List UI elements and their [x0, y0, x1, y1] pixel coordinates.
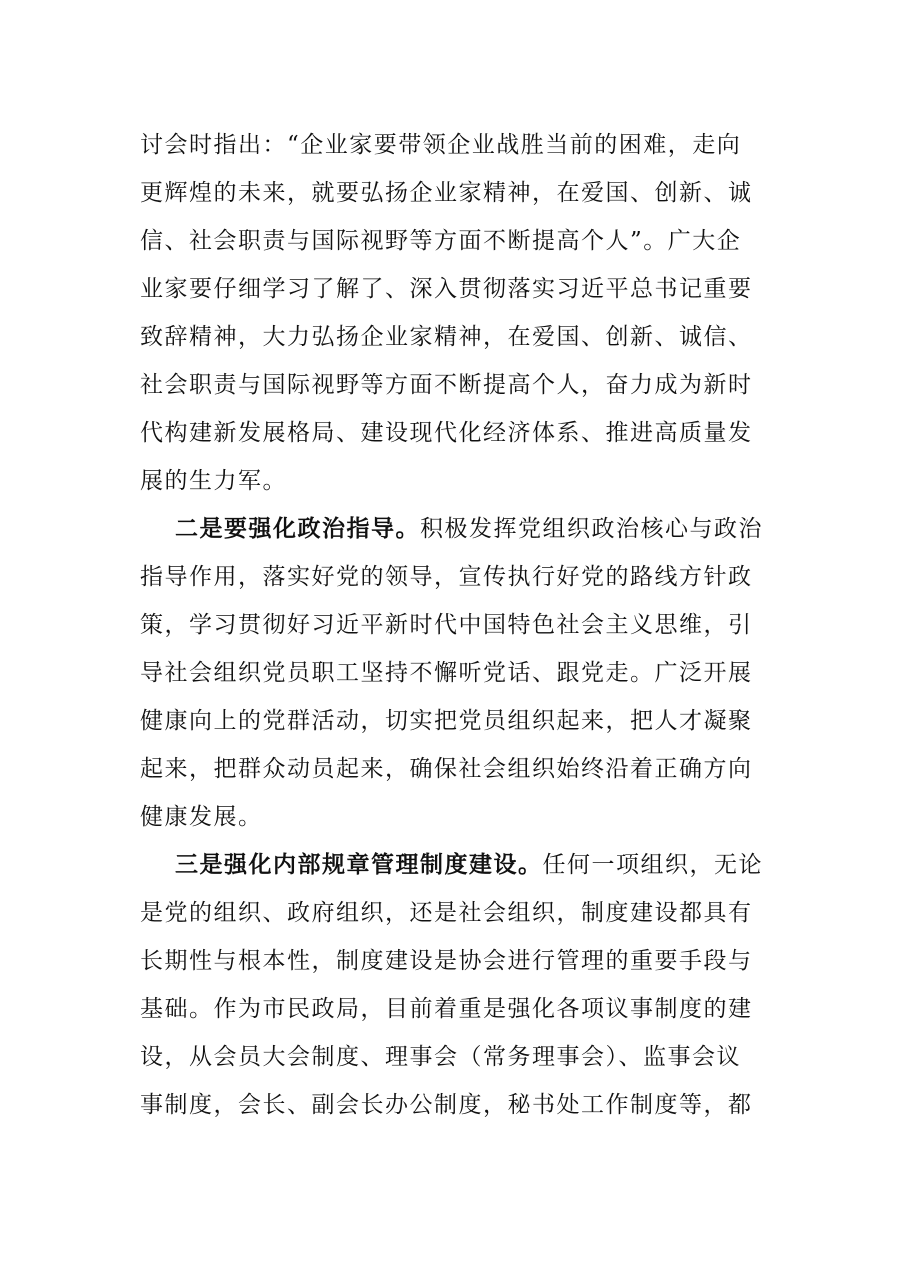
paragraph1-line-8: 展的生力军。 [140, 468, 287, 494]
paragraph3-line-3: 长期性与根本性，制度建设是协会进行管理的重要手段与 [140, 948, 753, 974]
paragraph2-line-4: 导社会组织党员职工坚持不懈听党话、跟党走。广泛开展 [140, 660, 753, 686]
paragraph3-first-line [175, 845, 780, 885]
paragraph2-line-3: 策，学习贯彻好习近平新时代中国特色社会主义思维，引 [140, 612, 753, 638]
paragraph1-line-4: 业家要仔细学习了解了、深入贯彻落实习近平总书记重要 [140, 276, 753, 302]
paragraph1-line-7: 代构建新发展格局、建设现代化经济体系、推进高质量发 [140, 420, 753, 446]
paragraph1-line-1: 讨会时指出：“企业家要带领企业战胜当前的困难，走向 [140, 132, 742, 158]
paragraph2-line-2: 指导作用，落实好党的领导，宣传执行好党的路线方针政 [140, 564, 753, 590]
paragraph1-line-5: 致辞精神，大力弘扬企业家精神，在爱国、创新、诚信、 [140, 324, 753, 350]
paragraph1-line-2: 更辉煌的未来，就要弘扬企业家精神，在爱国、创新、诚 [140, 180, 753, 206]
paragraph2-heading: 二是要强化政治指导。 [175, 516, 420, 542]
paragraph1-line-3: 信、社会职责与国际视野等方面不断提高个人”。广大企 [140, 228, 742, 254]
paragraph3-first-line-text: 任何一项组织，无论 [542, 852, 763, 878]
paragraph2-first-line [175, 509, 780, 549]
paragraph3-heading: 三是强化内部规章管理制度建设。 [175, 852, 543, 878]
paragraph3-line-4: 基础。作为市民政局，目前着重是强化各项议事制度的建 [140, 996, 753, 1022]
paragraph2-first-line-text: 积极发挥党组织政治核心与政治 [420, 516, 763, 542]
paragraph3-line-2: 是党的组织、政府组织，还是社会组织，制度建设都具有 [140, 900, 753, 926]
paragraph1-line-6: 社会职责与国际视野等方面不断提高个人，奋力成为新时 [140, 372, 753, 398]
paragraph2-line-5: 健康向上的党群活动，切实把党员组织起来，把人才凝聚 [140, 708, 753, 734]
paragraph2-line-7: 健康发展。 [140, 804, 263, 830]
paragraph2-line-6: 起来，把群众动员起来，确保社会组织始终沿着正确方向 [140, 756, 753, 782]
paragraph3-line-5: 设，从会员大会制度、理事会（常务理事会）、监事会议 [140, 1044, 741, 1070]
paragraph3-line-6: 事制度，会长、副会长办公制度，秘书处工作制度等，都 [140, 1092, 753, 1118]
